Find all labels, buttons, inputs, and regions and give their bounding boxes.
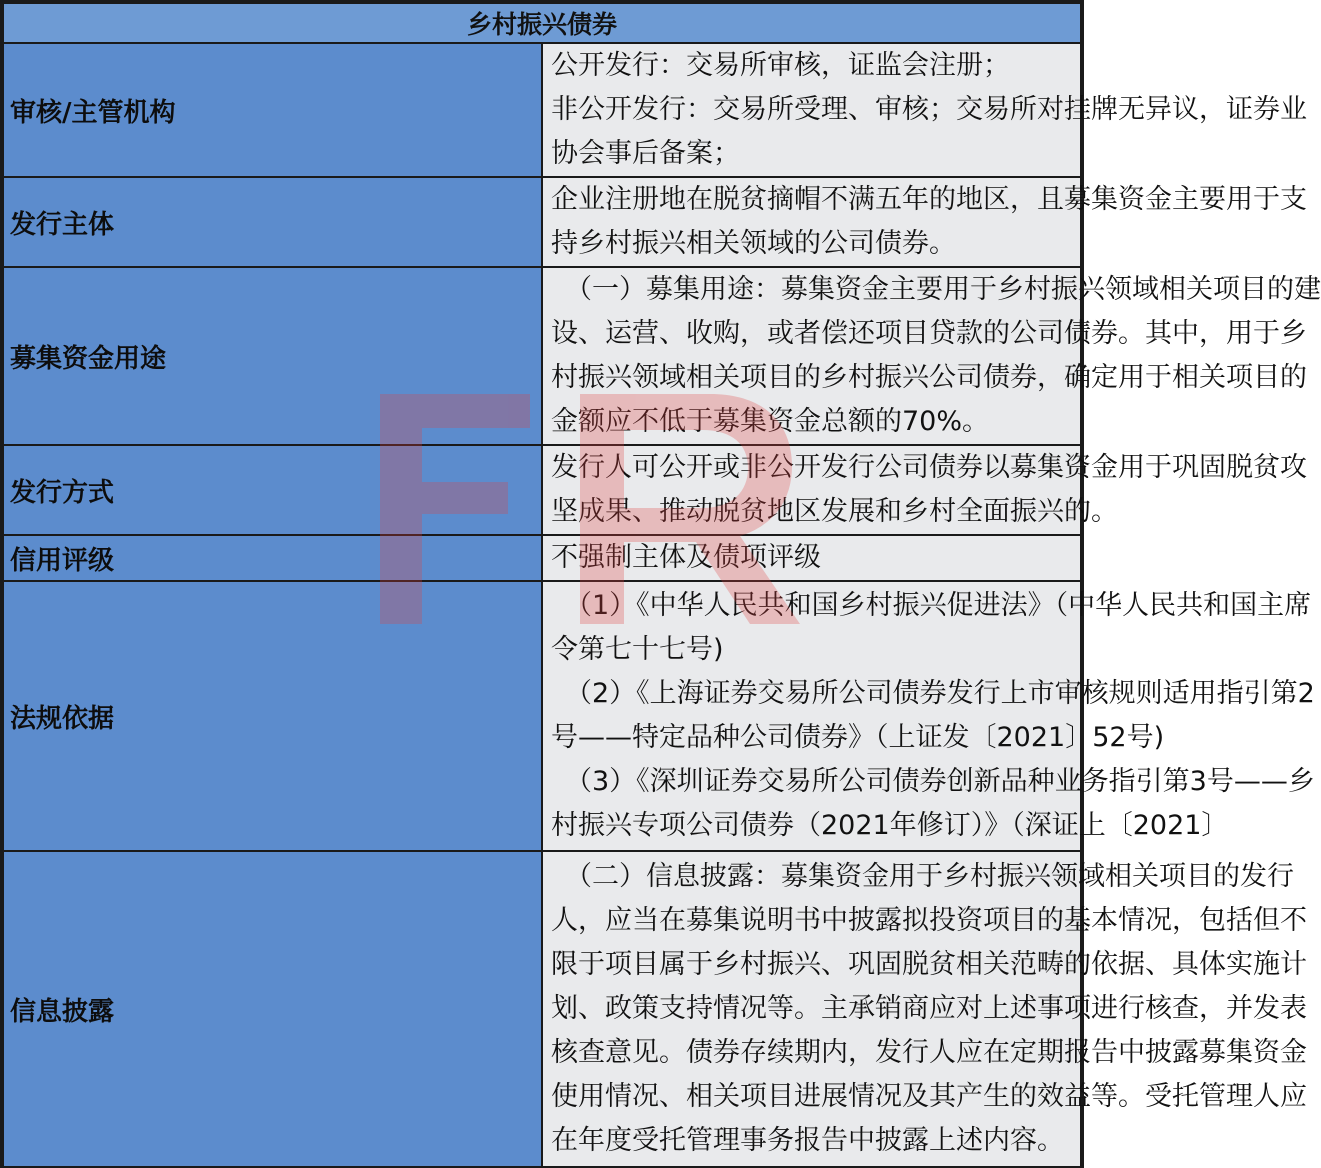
content-line: 非公开发行：交易所受理、审核；交易所对挂牌无异议，证券业 bbox=[551, 94, 1307, 125]
content-line: （3）《深圳证券交易所公司债券创新品种业务指引第3号——乡 bbox=[565, 766, 1315, 797]
content-line: 发行人可公开或非公开发行公司债券以募集资金用于巩固脱贫攻 bbox=[551, 452, 1307, 483]
rural-revitalization-bond-table bbox=[2, 2, 1321, 1168]
content-line: （1）《中华人民共和国乡村振兴促进法》（中华人民共和国主席 bbox=[565, 590, 1312, 621]
row-content bbox=[542, 43, 1307, 177]
table-row-fund-use bbox=[3, 267, 1081, 445]
row-content bbox=[542, 267, 1321, 445]
row-label: 信用评级 bbox=[3, 535, 542, 581]
table-row-credit-rating bbox=[3, 535, 1081, 581]
content-line: 核查意见。债券存续期内，发行人应在定期报告中披露募集资金 bbox=[551, 1037, 1307, 1068]
content-line: （一）募集用途：募集资金主要用于乡村振兴领域相关项目的建 bbox=[565, 274, 1321, 305]
table-title: 乡村振兴债券 bbox=[3, 3, 1081, 43]
row-label: 审核/主管机构 bbox=[3, 43, 542, 177]
row-label: 信息披露 bbox=[3, 851, 542, 1167]
content-line: 村振兴专项公司债券（2021年修订）》（深证上〔2021〕 bbox=[551, 810, 1229, 841]
row-content bbox=[542, 581, 1315, 851]
row-content bbox=[542, 851, 1307, 1167]
content-line: 使用情况、相关项目进展情况及其产生的效益等。受托管理人应 bbox=[551, 1081, 1307, 1112]
content-line: 企业注册地在脱贫摘帽不满五年的地区，且募集资金主要用于支 bbox=[551, 184, 1307, 215]
content-line: 村振兴领域相关项目的乡村振兴公司债券，确定用于相关项目的 bbox=[551, 362, 1307, 393]
content-line: 金额应不低于募集资金总额的70%。 bbox=[551, 406, 990, 437]
row-label: 发行主体 bbox=[3, 177, 542, 267]
table-row-issuer bbox=[3, 177, 1081, 267]
row-content bbox=[542, 445, 1307, 535]
table-row-issuance-method bbox=[3, 445, 1081, 535]
row-content bbox=[542, 177, 1307, 267]
content-line: （2）《上海证券交易所公司债券发行上市审核规则适用指引第2 bbox=[565, 678, 1315, 709]
content-line: 人，应当在募集说明书中披露拟投资项目的基本情况，包括但不 bbox=[551, 905, 1307, 936]
content-line: 坚成果、推动脱贫地区发展和乡村全面振兴的。 bbox=[551, 496, 1118, 527]
content-line: （二）信息披露：募集资金用于乡村振兴领域相关项目的发行 bbox=[565, 861, 1294, 892]
content-line: 划、政策支持情况等。主承销商应对上述事项进行核查，并发表 bbox=[551, 993, 1307, 1024]
row-content bbox=[542, 535, 1081, 581]
table-row-review-authority bbox=[3, 43, 1081, 177]
table-row-info-disclosure bbox=[3, 851, 1081, 1167]
content-line: 不强制主体及债项评级 bbox=[551, 542, 821, 573]
content-line: 令第七十七号) bbox=[551, 634, 724, 665]
content-line: 设、运营、收购，或者偿还项目贷款的公司债券。其中，用于乡 bbox=[551, 318, 1307, 349]
table-row-legal-basis bbox=[3, 581, 1081, 851]
content-line: 公开发行：交易所审核，证监会注册； bbox=[551, 50, 1010, 81]
content-line: 协会事后备案； bbox=[551, 138, 740, 169]
content-line: 持乡村振兴相关领域的公司债券。 bbox=[551, 228, 956, 259]
content-line: 在年度受托管理事务报告中披露上述内容。 bbox=[551, 1125, 1064, 1156]
row-label: 募集资金用途 bbox=[3, 267, 542, 445]
row-label: 发行方式 bbox=[3, 445, 542, 535]
row-label: 法规依据 bbox=[3, 581, 542, 851]
table-title-row bbox=[3, 3, 1081, 43]
content-line: 号——特定品种公司债券》（上证发〔2021〕52号) bbox=[551, 722, 1165, 753]
content-line: 限于项目属于乡村振兴、巩固脱贫相关范畴的依据、具体实施计 bbox=[551, 949, 1307, 980]
